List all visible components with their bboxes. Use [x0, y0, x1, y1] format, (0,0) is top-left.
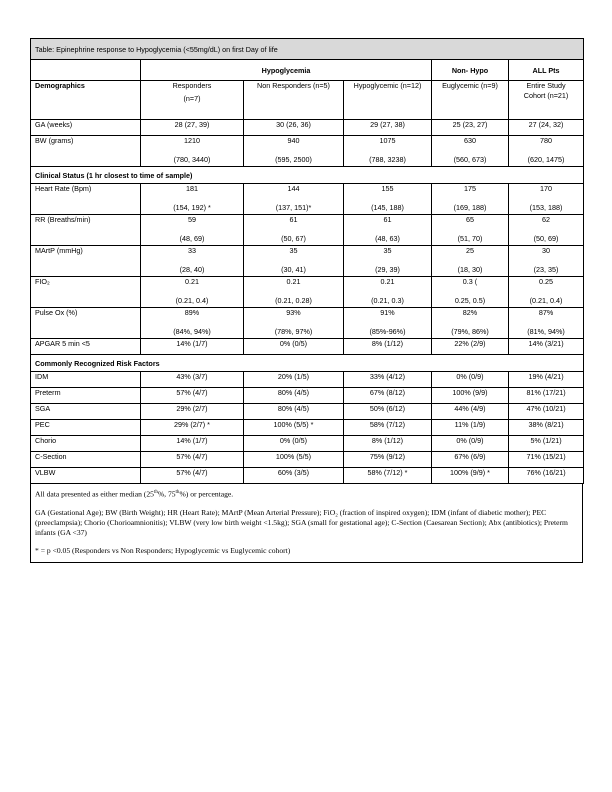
- table-cell: [344, 388, 432, 404]
- table-row: [31, 120, 584, 136]
- cell-value: 82%: [462, 308, 478, 317]
- cell-value: (145, 188): [371, 203, 404, 212]
- table-cell: [244, 136, 344, 167]
- table-cell: [344, 436, 432, 452]
- cell-value: 0% (0/9): [456, 372, 484, 381]
- row-label: VLBW: [31, 468, 141, 484]
- cell-value: (50, 69): [533, 234, 559, 243]
- table-cell: [509, 120, 584, 136]
- row-label: PEC: [31, 420, 141, 436]
- table-row: [31, 184, 584, 215]
- cell-value: 630: [464, 136, 476, 145]
- table-cell: [244, 372, 344, 388]
- table-cell: [344, 184, 432, 215]
- group-header-hypoglycemia: Hypoglycemia: [141, 60, 432, 81]
- cell-value: (137, 151)*: [275, 203, 312, 212]
- document-page: [30, 38, 583, 563]
- table-cell: [432, 452, 509, 468]
- row-label: Pulse Ox (%): [31, 308, 141, 339]
- table-cell: [432, 388, 509, 404]
- cell-value: 11% (1/9): [454, 420, 486, 429]
- cell-value: 29% (2/7) *: [174, 420, 210, 429]
- col-header-entire-line2: Cohort (n=21): [523, 91, 569, 100]
- table-cell: [432, 436, 509, 452]
- row-label: RR (Breaths/min): [31, 215, 141, 246]
- cell-value: (0.21, 0.3): [371, 296, 404, 305]
- cell-value: 181: [186, 184, 198, 193]
- row-label: BW (grams): [31, 136, 141, 167]
- table-cell: [344, 339, 432, 355]
- cell-value: 8% (1/12): [371, 339, 404, 348]
- note-data-format: All data presented as either median (25th%, 75th%) or percentage.: [35, 489, 234, 499]
- table-row: [31, 452, 584, 468]
- table-row: [31, 468, 584, 484]
- cell-value: 61: [383, 215, 392, 224]
- table-row: [31, 388, 584, 404]
- cell-value: 0% (0/5): [279, 436, 308, 445]
- cell-value: (154, 192) *: [173, 203, 211, 212]
- table-cell: [141, 339, 244, 355]
- table-cell: [344, 277, 432, 308]
- cell-value: 35: [383, 246, 392, 255]
- cell-value: 0% (0/5): [279, 339, 308, 348]
- group-header-blank: [31, 60, 141, 81]
- cell-value: 60% (3/5): [277, 468, 310, 477]
- cell-value: (780, 3440): [173, 155, 211, 164]
- row-label: MArtP (mmHg): [31, 246, 141, 277]
- table-cell: [509, 215, 584, 246]
- row-label: C-Section: [31, 452, 141, 468]
- cell-value: 20% (1/5): [277, 372, 310, 381]
- cell-value: 58% (7/12) *: [367, 468, 408, 477]
- table-cell: [509, 436, 584, 452]
- cell-value: 25: [466, 246, 474, 255]
- cell-value: 100% (9/9): [452, 388, 488, 397]
- row-label: GA (weeks): [31, 120, 141, 136]
- cell-value: 89%: [184, 308, 200, 317]
- col-header-entire-cohort: [509, 81, 584, 120]
- cell-value: (81%, 94%): [527, 327, 565, 336]
- table-cell: [141, 452, 244, 468]
- cell-value: 27 (24, 32): [528, 120, 564, 129]
- col-header-hypoglycemic: Hypoglycemic (n=12): [344, 81, 432, 120]
- cell-value: (50, 67): [281, 234, 306, 243]
- col-header-responders-line1: Responders: [172, 81, 212, 90]
- cell-value: 28 (27, 39): [174, 120, 210, 129]
- table-cell: [141, 404, 244, 420]
- table-cell: [432, 184, 509, 215]
- cell-value: 75% (9/12): [369, 452, 406, 461]
- col-header-responders-line2: (n=7): [183, 94, 201, 103]
- note-significance: * = p <0.05 (Responders vs Non Responders; Hypoglycemic vs Euglycemic cohort): [35, 545, 291, 555]
- table-cell: [432, 339, 509, 355]
- cell-value: (169, 188): [453, 203, 487, 212]
- table-row: [31, 420, 584, 436]
- cell-value: 29 (27, 38): [370, 120, 405, 129]
- cell-value: 80% (4/5): [277, 388, 310, 397]
- cell-value: 0.25: [539, 277, 554, 286]
- table-cell: [244, 215, 344, 246]
- cell-value: (48, 63): [375, 234, 400, 243]
- table-title: Table: Epinephrine response to Hypoglycemia (<55mg/dL) on first Day of life: [31, 39, 584, 60]
- cell-value: (0.21, 0.4): [529, 296, 563, 305]
- cell-value: 33: [188, 246, 196, 255]
- cell-value: 67% (8/12): [369, 388, 406, 397]
- cell-value: 58% (7/12): [369, 420, 406, 429]
- cell-value: 61: [289, 215, 298, 224]
- table-cell: [344, 246, 432, 277]
- table-cell: [244, 246, 344, 277]
- table-cell: [244, 420, 344, 436]
- table-cell: [509, 388, 584, 404]
- row-label: APGAR 5 min <5: [31, 339, 141, 355]
- table-row: [31, 246, 584, 277]
- cell-value: (23, 35): [533, 265, 559, 274]
- table-cell: [509, 184, 584, 215]
- cell-value: 14% (1/7): [176, 339, 208, 348]
- table-cell: [509, 404, 584, 420]
- cell-value: 62: [542, 215, 551, 224]
- table-cell: [344, 468, 432, 484]
- cell-value: (84%, 94%): [173, 327, 211, 336]
- table-cell: [432, 308, 509, 339]
- table-cell: [141, 436, 244, 452]
- cell-value: (85%-96%): [369, 327, 406, 336]
- cell-value: (620, 1475): [527, 155, 565, 164]
- group-header-all-pts: ALL Pts: [509, 60, 584, 81]
- cell-value: (29, 39): [375, 265, 400, 274]
- table-cell: [141, 388, 244, 404]
- cell-value: 38% (8/21): [528, 420, 564, 429]
- table-cell: [509, 372, 584, 388]
- table-cell: [141, 420, 244, 436]
- row-label: Chorio: [31, 436, 141, 452]
- cell-value: 47% (10/21): [526, 404, 566, 413]
- table-row: [31, 339, 584, 355]
- row-label: SGA: [31, 404, 141, 420]
- table-cell: [344, 120, 432, 136]
- table-cell: [244, 308, 344, 339]
- cell-value: (0.21, 0.28): [275, 296, 312, 305]
- table-cell: [432, 372, 509, 388]
- cell-value: 44% (4/9): [454, 404, 486, 413]
- table-cell: [432, 468, 509, 484]
- table-cell: [244, 277, 344, 308]
- row-label: IDM: [31, 372, 141, 388]
- table-cell: [509, 420, 584, 436]
- table-cell: [509, 246, 584, 277]
- cell-value: 100% (9/9) *: [450, 468, 490, 477]
- col-header-entire-line1: Entire Study: [526, 81, 566, 90]
- table-cell: [141, 120, 244, 136]
- table-notes: [30, 484, 583, 563]
- table-cell: [141, 184, 244, 215]
- table-cell: [344, 372, 432, 388]
- cell-value: (48, 69): [179, 234, 205, 243]
- cell-value: 43% (3/7): [176, 372, 208, 381]
- table-cell: [432, 120, 509, 136]
- section-header-clinical: Clinical Status (1 hr closest to time of sample): [31, 167, 584, 184]
- row-label: Heart Rate (Bpm): [31, 184, 141, 215]
- row-label: FIO₂: [31, 277, 141, 308]
- cell-value: 57% (4/7): [176, 468, 208, 477]
- table-cell: [432, 404, 509, 420]
- table-cell: [244, 120, 344, 136]
- cell-value: (18, 30): [457, 265, 483, 274]
- table-cell: [509, 452, 584, 468]
- table-cell: [244, 184, 344, 215]
- cell-value: 100% (5/5): [275, 452, 312, 461]
- table-cell: [141, 215, 244, 246]
- cell-value: 14% (3/21): [528, 339, 564, 348]
- cell-value: 100% (5/5) *: [273, 420, 314, 429]
- epinephrine-table: [30, 38, 584, 484]
- cell-value: 25 (23, 27): [452, 120, 488, 129]
- table-cell: [432, 136, 509, 167]
- table-cell: [141, 372, 244, 388]
- cell-value: (79%, 86%): [451, 327, 489, 336]
- cell-value: 80% (4/5): [277, 404, 310, 413]
- cell-value: (153, 188): [529, 203, 563, 212]
- table-cell: [509, 339, 584, 355]
- cell-value: 81% (17/21): [526, 388, 566, 397]
- cell-value: 87%: [538, 308, 554, 317]
- cell-value: 155: [381, 184, 394, 193]
- cell-value: (51, 70): [457, 234, 483, 243]
- table-cell: [141, 308, 244, 339]
- table-row: [31, 136, 584, 167]
- cell-value: 22% (2/9): [454, 339, 486, 348]
- table-cell: [141, 468, 244, 484]
- table-row: [31, 372, 584, 388]
- cell-value: 29% (2/7): [176, 404, 208, 413]
- section-header-risk: Commonly Recognized Risk Factors: [31, 355, 584, 372]
- cell-value: 65: [466, 215, 474, 224]
- table-cell: [344, 404, 432, 420]
- cell-value: 50% (6/12): [369, 404, 406, 413]
- table-cell: [244, 468, 344, 484]
- table-cell: [141, 277, 244, 308]
- cell-value: 0.3 (: [462, 277, 478, 286]
- cell-value: 1075: [379, 136, 396, 145]
- cell-value: 33% (4/12): [369, 372, 406, 381]
- table-cell: [244, 339, 344, 355]
- cell-value: 940: [287, 136, 300, 145]
- table-row: [31, 277, 584, 308]
- table-cell: [344, 215, 432, 246]
- table-row: [31, 308, 584, 339]
- cell-value: 71% (15/21): [526, 452, 566, 461]
- cell-value: 67% (6/9): [454, 452, 486, 461]
- table-cell: [432, 246, 509, 277]
- col-header-non-responders: Non Responders (n=5): [244, 81, 344, 120]
- cell-value: 59: [188, 215, 196, 224]
- col-header-responders: [141, 81, 244, 120]
- cell-value: (788, 3238): [369, 155, 406, 164]
- cell-value: 170: [540, 184, 553, 193]
- cell-value: 780: [540, 136, 553, 145]
- cell-value: 0.21: [185, 277, 199, 286]
- cell-value: 76% (16/21): [526, 468, 566, 477]
- table-cell: [244, 404, 344, 420]
- cell-value: 35: [289, 246, 298, 255]
- row-label: Preterm: [31, 388, 141, 404]
- cell-value: (78%, 97%): [274, 327, 313, 336]
- table-row: [31, 215, 584, 246]
- cell-value: 144: [287, 184, 300, 193]
- table-cell: [244, 388, 344, 404]
- table-cell: [244, 436, 344, 452]
- table-cell: [509, 468, 584, 484]
- cell-value: 8% (1/12): [371, 436, 404, 445]
- cell-value: (30, 41): [281, 265, 306, 274]
- table-cell: [141, 136, 244, 167]
- table-cell: [432, 277, 509, 308]
- cell-value: 57% (4/7): [176, 452, 208, 461]
- table-cell: [344, 420, 432, 436]
- table-cell: [432, 215, 509, 246]
- table-cell: [344, 308, 432, 339]
- table-row: [31, 436, 584, 452]
- demographics-label: Demographics: [31, 81, 141, 120]
- table-cell: [141, 246, 244, 277]
- cell-value: 14% (1/7): [176, 436, 208, 445]
- cell-value: (0.21, 0.4): [175, 296, 209, 305]
- cell-value: 57% (4/7): [176, 388, 208, 397]
- table-cell: [344, 136, 432, 167]
- cell-value: 175: [464, 184, 476, 193]
- cell-value: 0.21: [380, 277, 395, 286]
- cell-value: 30: [542, 246, 551, 255]
- cell-value: 93%: [286, 308, 301, 317]
- group-header-non-hypo: Non- Hypo: [432, 60, 509, 81]
- cell-value: 5% (1/21): [530, 436, 562, 445]
- cell-value: (28, 40): [179, 265, 205, 274]
- table-cell: [509, 136, 584, 167]
- table-cell: [509, 308, 584, 339]
- cell-value: 19% (4/21): [528, 372, 564, 381]
- cell-value: 0% (0/9): [456, 436, 484, 445]
- cell-value: 0.25, 0.5): [454, 296, 486, 305]
- col-header-euglycemic: Euglycemic (n=9): [432, 81, 509, 120]
- table-row: [31, 404, 584, 420]
- cell-value: 1210: [184, 136, 200, 145]
- cell-value: 91%: [380, 308, 395, 317]
- note-abbreviations: GA (Gestational Age); BW (Birth Weight); HR (Heart Rate); MArtP (Mean Arterial Pressure); FiO₂ (fraction of inspired oxygen); IDM (infant of diabetic mother); PEC (preeclampsia); Chorio (Chorioamnionitis); VLBW (very low birth weight <1.5kg); SGA (small for gestational age); C-Section (Caesarean Section); Abx (antibiotics); Preterm infants (GA <37): [35, 507, 568, 537]
- cell-value: (595, 2500): [275, 155, 312, 164]
- table-cell: [344, 452, 432, 468]
- table-cell: [509, 277, 584, 308]
- cell-value: 30 (26, 36): [276, 120, 311, 129]
- cell-value: (560, 673): [453, 155, 487, 164]
- cell-value: 0.21: [286, 277, 301, 286]
- table-cell: [244, 452, 344, 468]
- table-cell: [432, 420, 509, 436]
